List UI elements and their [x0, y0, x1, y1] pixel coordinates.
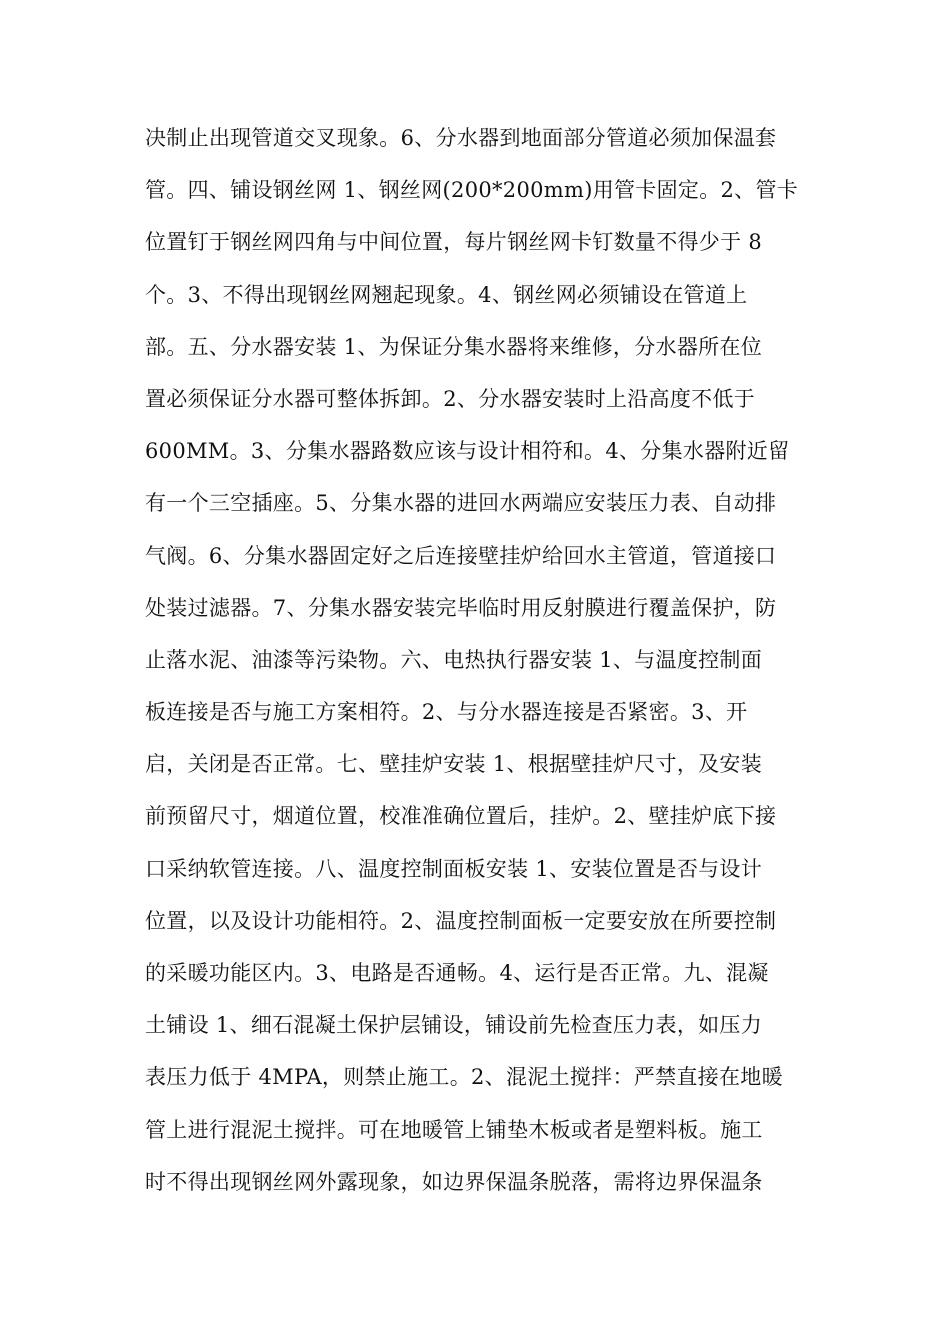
text-line: 600MM。3、分集水器路数应该与设计相符和。4、分集水器附近留: [145, 439, 790, 464]
text-line: 启，关闭是否正常。七、壁挂炉安装 1、根据壁挂炉尺寸，及安装: [145, 752, 763, 777]
text-line: 土铺设 1、细石混凝土保护层铺设，铺设前先检查压力表，如压力: [145, 1013, 763, 1038]
body-text: [145, 116, 815, 1212]
text-line: 口采纳软管连接。八、温度控制面板安装 1、安装位置是否与设计: [145, 856, 763, 881]
text-line: 止落水泥、油漆等污染物。六、电热执行器安装 1、与温度控制面: [145, 647, 763, 672]
text-line: 管上进行混泥土搅拌。可在地暖管上铺垫木板或者是塑料板。施工: [145, 1117, 763, 1142]
text-line: 气阀。6、分集水器固定好之后连接壁挂炉给回水主管道，管道接口: [145, 543, 777, 568]
text-line: 决制止出现管道交叉现象。6、分水器到地面部分管道必须加保温套: [145, 126, 777, 150]
text-line: 部。五、分水器安装 1、为保证分集水器将来维修，分水器所在位: [145, 334, 763, 359]
text-line: 表压力低于 4MPA，则禁止施工。2、混泥土搅拌：严禁直接在地暖: [145, 1065, 783, 1090]
text-line: 管。四、铺设钢丝网 1、钢丝网(200*200mm)用管卡固定。2、管卡: [145, 178, 799, 203]
text-line: 处装过滤器。7、分集水器安装完毕临时用反射膜进行覆盖保护，防: [145, 595, 777, 620]
text-line: 的采暖功能区内。3、电路是否通畅。4、运行是否正常。九、混凝: [145, 961, 769, 985]
text-line: 个。3、不得出现钢丝网翘起现象。4、钢丝网必须铺设在管道上: [145, 282, 748, 307]
text-line: 位置，以及设计功能相符。2、温度控制面板一定要安放在所要控制: [145, 908, 777, 933]
text-line: 置必须保证分水器可整体拆卸。2、分水器安装时上沿高度不低于: [145, 386, 756, 411]
text-line: 时不得出现钢丝网外露现象，如边界保温条脱落，需将边界保温条: [145, 1169, 763, 1194]
text-line: 位置钉于钢丝网四角与中间位置，每片钢丝网卡钉数量不得少于 8: [145, 230, 763, 255]
text-line: 板连接是否与施工方案相符。2、与分水器连接是否紧密。3、开: [145, 700, 748, 725]
text-line: 前预留尺寸，烟道位置，校准准确位置后，挂炉。2、壁挂炉底下接: [145, 804, 777, 829]
text-line: 有一个三空插座。5、分集水器的进回水两端应安装压力表、自动排: [145, 491, 777, 516]
